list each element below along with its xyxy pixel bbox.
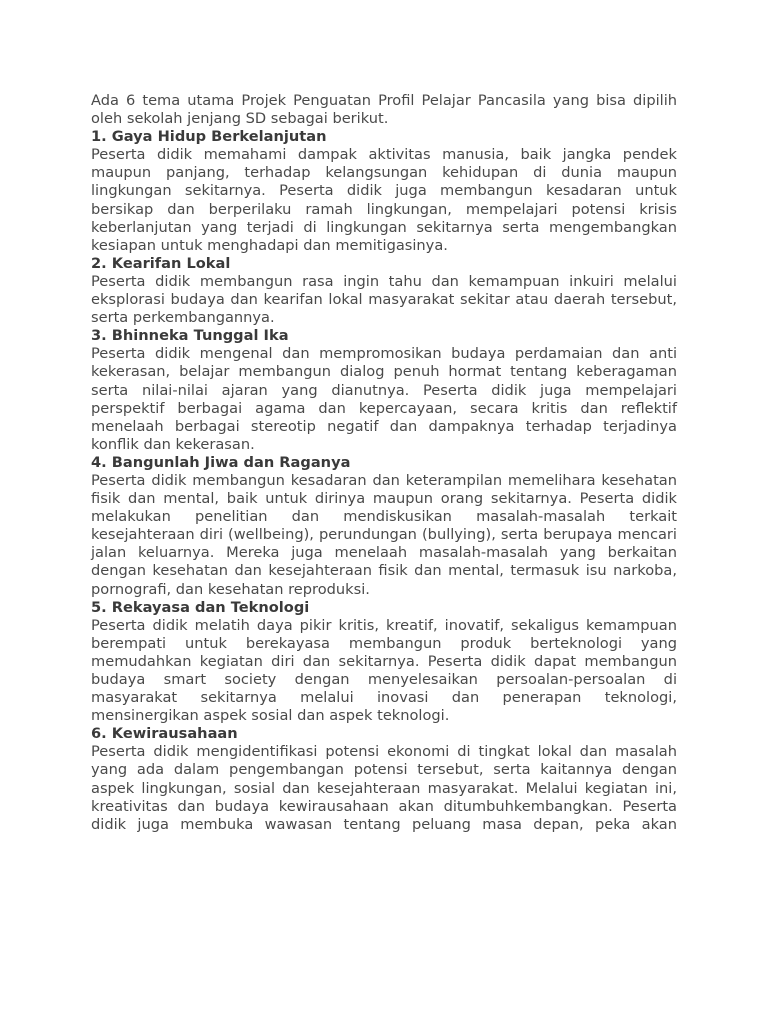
document-page	[91, 92, 677, 834]
section-6	[91, 725, 677, 834]
section-body: Peserta didik membangun rasa ingin tahu dan kemampuan inkuiri melalui eksplorasi budaya dan kearifan lokal masyarakat sekitar atau daerah tersebut, serta perkembangannya.	[91, 272, 677, 327]
section-3	[91, 327, 677, 454]
section-heading: 3. Bhinneka Tunggal Ika	[91, 327, 289, 345]
section-1	[91, 128, 677, 255]
section-heading: 5. Rekayasa dan Teknologi	[91, 598, 310, 616]
section-heading: 2. Kearifan Lokal	[91, 254, 231, 272]
section-body: Peserta didik mengidentifikasi potensi ekonomi di tingkat lokal dan masalah yang ada dalam pengembangan potensi tersebut, serta kaitannya dengan aspek lingkungan, sosial dan kesejahteraan masyarakat. Melalui kegiatan ini, kreativitas dan budaya kewirausahaan akan ditumbuhkembangkan. Peserta didik juga membuka wawasan tentang peluang masa depan, peka akan	[91, 743, 677, 833]
section-4	[91, 454, 677, 599]
section-2	[91, 255, 677, 327]
section-5	[91, 599, 677, 726]
section-heading: 4. Bangunlah Jiwa dan Raganya	[91, 453, 351, 471]
section-heading: 6. Kewirausahaan	[91, 725, 238, 743]
section-body: Peserta didik mengenal dan mempromosikan budaya perdamaian dan anti kekerasan, belajar membangun dialog penuh hormat tentang keberagaman serta nilai-nilai ajaran yang dianutnya. Peserta didik juga mempelajari perspektif berbagai agama dan kepercayaan, secara kritis dan reflektif menelaah berbagai stereotip negatif dan dampaknya terhadap terjadinya konflik dan kekerasan.	[91, 345, 677, 453]
section-body: Peserta didik memahami dampak aktivitas manusia, baik jangka pendek maupun panjang, terhadap kelangsungan kehidupan di dunia maupun lingkungan sekitarnya. Peserta didik juga membangun kesadaran untuk bersikap dan berperilaku ramah lingkungan, mempelajari potensi krisis keberlanjutan yang terjadi di lingkungan sekitarnya serta mengembangkan kesiapan untuk menghadapi dan memitigasinya.	[91, 146, 677, 254]
intro-paragraph: Ada 6 tema utama Projek Penguatan Profil Pelajar Pancasila yang bisa dipilih oleh sekolah jenjang SD sebagai berikut.	[91, 92, 677, 128]
section-body: Peserta didik melatih daya pikir kritis, kreatif, inovatif, sekaligus kemampuan berempati untuk berekayasa membangun produk berteknologi yang memudahkan kegiatan diri dan sekitarnya. Peserta didik dapat membangun budaya smart society dengan menyelesaikan persoalan-persoalan di masyarakat sekitarnya melalui inovasi dan penerapan teknologi, mensinergikan aspek sosial dan aspek teknologi.	[91, 616, 677, 725]
section-heading: 1. Gaya Hidup Berkelanjutan	[91, 128, 327, 146]
section-body: Peserta didik membangun kesadaran dan keterampilan memelihara kesehatan fisik dan mental, baik untuk dirinya maupun orang sekitarnya. Peserta didik melakukan penelitian dan mendiskusikan masalah-masalah terkait kesejahteraan diri (wellbeing), perundungan (bullying), serta berupaya mencari jalan keluarnya. Mereka juga menelaah masalah-masalah yang berkaitan dengan kesehatan dan kesejahteraan fisik dan mental, termasuk isu narkoba, pornografi, dan kesehatan reproduksi.	[91, 471, 677, 598]
